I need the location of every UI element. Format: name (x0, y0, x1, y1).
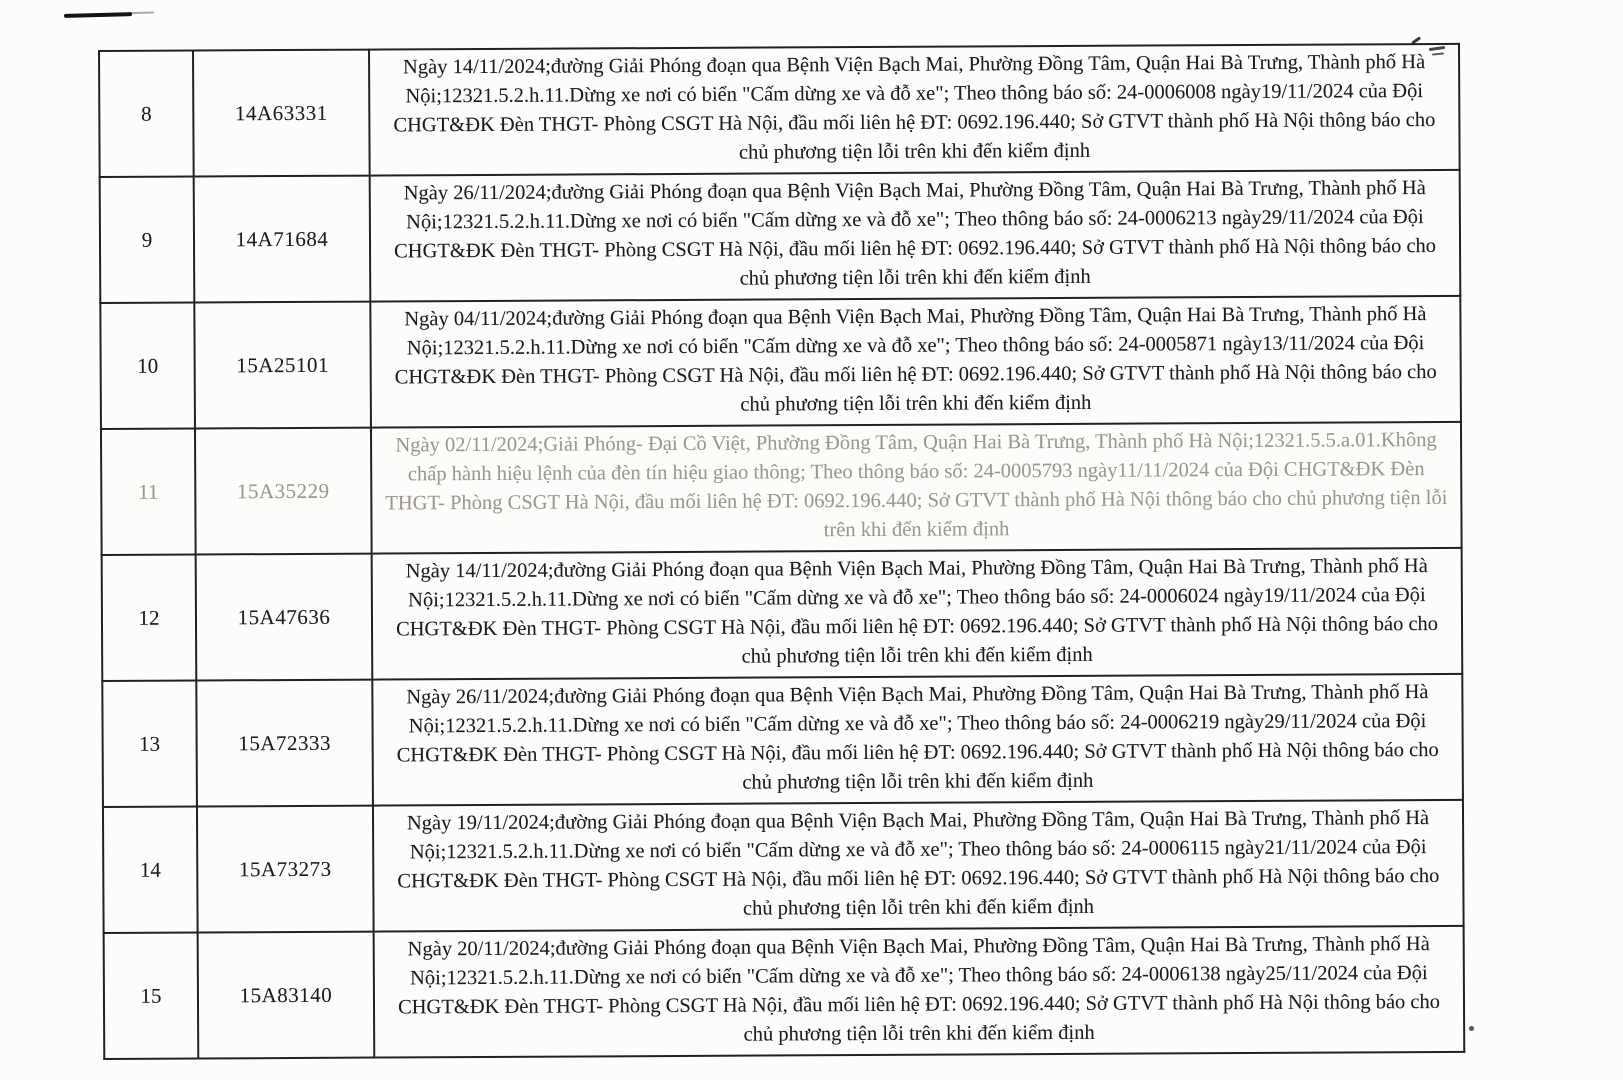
violation-description: Ngày 02/11/2024;Giải Phóng- Đại Cồ Việt, Phường Đồng Tâm, Quận Hai Bà Trưng, Thành phố Hà Nội;12321.5.5.a.01.Không chấp hành hiệu lệnh của đèn tín hiệu giao thông; Theo thông báo số: 24-0005793 ngày11/11/2024 của Đội CHGT&ĐK Đèn THGT- Phòng CSGT Hà Nội, đầu mối liên hệ ĐT: 0692.196.440; Sở GTVT thành phố Hà Nội thông báo cho chủ phương tiện lỗi trên khi đến kiểm định (371, 422, 1462, 554)
row-number: 14 (103, 806, 198, 932)
table-row (99, 44, 1460, 177)
violation-table (98, 43, 1465, 1060)
license-plate: 15A47636 (196, 554, 373, 681)
license-plate: 15A35229 (195, 428, 372, 555)
violation-description: Ngày 14/11/2024;đường Giải Phóng đoạn qua Bệnh Viện Bạch Mai, Phường Đồng Tâm, Quận Hai Bà Trưng, Thành phố Hà Nội;12321.5.2.h.11.Dừng xe nơi có biển "Cấm dừng xe và đỗ xe"; Theo thông báo số: 24-0006024 ngày19/11/2024 của Đội CHGT&ĐK Đèn THGT- Phòng CSGT Hà Nội, đầu mối liên hệ ĐT: 0692.196.440; Sở GTVT thành phố Hà Nội thông báo cho chủ phương tiện lỗi trên khi đến kiểm định (372, 548, 1463, 680)
row-number: 13 (102, 680, 197, 806)
scan-dot-artifact (1469, 1026, 1474, 1031)
table-row (100, 296, 1461, 429)
license-plate: 15A25101 (194, 302, 371, 429)
pen-mark-top-left (64, 12, 132, 18)
license-plate: 14A63331 (193, 50, 370, 177)
table-row-faded (101, 422, 1462, 555)
table-row (103, 800, 1464, 933)
license-plate: 15A72333 (196, 680, 373, 807)
row-number: 8 (99, 51, 194, 177)
table-scan-area (98, 43, 1465, 1060)
table-row (102, 548, 1463, 681)
violation-description: Ngày 19/11/2024;đường Giải Phóng đoạn qua Bệnh Viện Bạch Mai, Phường Đồng Tâm, Quận Hai Bà Trưng, Thành phố Hà Nội;12321.5.2.h.11.Dừng xe nơi có biển "Cấm dừng xe và đỗ xe"; Theo thông báo số: 24-0006115 ngày21/11/2024 của Đội CHGT&ĐK Đèn THGT- Phòng CSGT Hà Nội, đầu mối liên hệ ĐT: 0692.196.440; Sở GTVT thành phố Hà Nội thông báo cho chủ phương tiện lỗi trên khi đến kiểm định (373, 800, 1464, 932)
violation-description: Ngày 26/11/2024;đường Giải Phóng đoạn qua Bệnh Viện Bạch Mai, Phường Đồng Tâm, Quận Hai Bà Trưng, Thành phố Hà Nội;12321.5.2.h.11.Dừng xe nơi có biển "Cấm dừng xe và đỗ xe"; Theo thông báo số: 24-0006219 ngày29/11/2024 của Đội CHGT&ĐK Đèn THGT- Phòng CSGT Hà Nội, đầu mối liên hệ ĐT: 0692.196.440; Sở GTVT thành phố Hà Nội thông báo cho chủ phương tiện lỗi trên khi đến kiểm định (372, 674, 1463, 806)
row-number: 9 (100, 177, 195, 303)
license-plate: 15A83140 (198, 932, 375, 1059)
row-number: 12 (102, 554, 197, 680)
license-plate: 15A73273 (197, 806, 374, 933)
violation-description: Ngày 26/11/2024;đường Giải Phóng đoạn qua Bệnh Viện Bạch Mai, Phường Đồng Tâm, Quận Hai Bà Trưng, Thành phố Hà Nội;12321.5.2.h.11.Dừng xe nơi có biển "Cấm dừng xe và đỗ xe"; Theo thông báo số: 24-0006213 ngày29/11/2024 của Đội CHGT&ĐK Đèn THGT- Phòng CSGT Hà Nội, đầu mối liên hệ ĐT: 0692.196.440; Sở GTVT thành phố Hà Nội thông báo cho chủ phương tiện lỗi trên khi đến kiểm định (370, 170, 1461, 302)
violation-description: Ngày 14/11/2024;đường Giải Phóng đoạn qua Bệnh Viện Bạch Mai, Phường Đồng Tâm, Quận Hai Bà Trưng, Thành phố Hà Nội;12321.5.2.h.11.Dừng xe nơi có biển "Cấm dừng xe và đỗ xe"; Theo thông báo số: 24-0006008 ngày19/11/2024 của Đội CHGT&ĐK Đèn THGT- Phòng CSGT Hà Nội, đầu mối liên hệ ĐT: 0692.196.440; Sở GTVT thành phố Hà Nội thông báo cho chủ phương tiện lỗi trên khi đến kiểm định (369, 44, 1460, 176)
violation-description: Ngày 20/11/2024;đường Giải Phóng đoạn qua Bệnh Viện Bạch Mai, Phường Đồng Tâm, Quận Hai Bà Trưng, Thành phố Hà Nội;12321.5.2.h.11.Dừng xe nơi có biển "Cấm dừng xe và đỗ xe"; Theo thông báo số: 24-0006138 ngày25/11/2024 của Đội CHGT&ĐK Đèn THGT- Phòng CSGT Hà Nội, đầu mối liên hệ ĐT: 0692.196.440; Sở GTVT thành phố Hà Nội thông báo cho chủ phương tiện lỗi trên khi đến kiểm định (374, 926, 1465, 1058)
row-number: 15 (104, 932, 199, 1058)
row-number: 11 (101, 428, 196, 554)
table-row (104, 926, 1465, 1059)
table-row (100, 170, 1461, 303)
violation-description: Ngày 04/11/2024;đường Giải Phóng đoạn qua Bệnh Viện Bạch Mai, Phường Đồng Tâm, Quận Hai Bà Trưng, Thành phố Hà Nội;12321.5.2.h.11.Dừng xe nơi có biển "Cấm dừng xe và đỗ xe"; Theo thông báo số: 24-0005871 ngày13/11/2024 của Đội CHGT&ĐK Đèn THGT- Phòng CSGT Hà Nội, đầu mối liên hệ ĐT: 0692.196.440; Sở GTVT thành phố Hà Nội thông báo cho chủ phương tiện lỗi trên khi đến kiểm định (370, 296, 1461, 428)
license-plate: 14A71684 (194, 176, 371, 303)
row-number: 10 (100, 302, 195, 428)
table-row (102, 674, 1463, 807)
